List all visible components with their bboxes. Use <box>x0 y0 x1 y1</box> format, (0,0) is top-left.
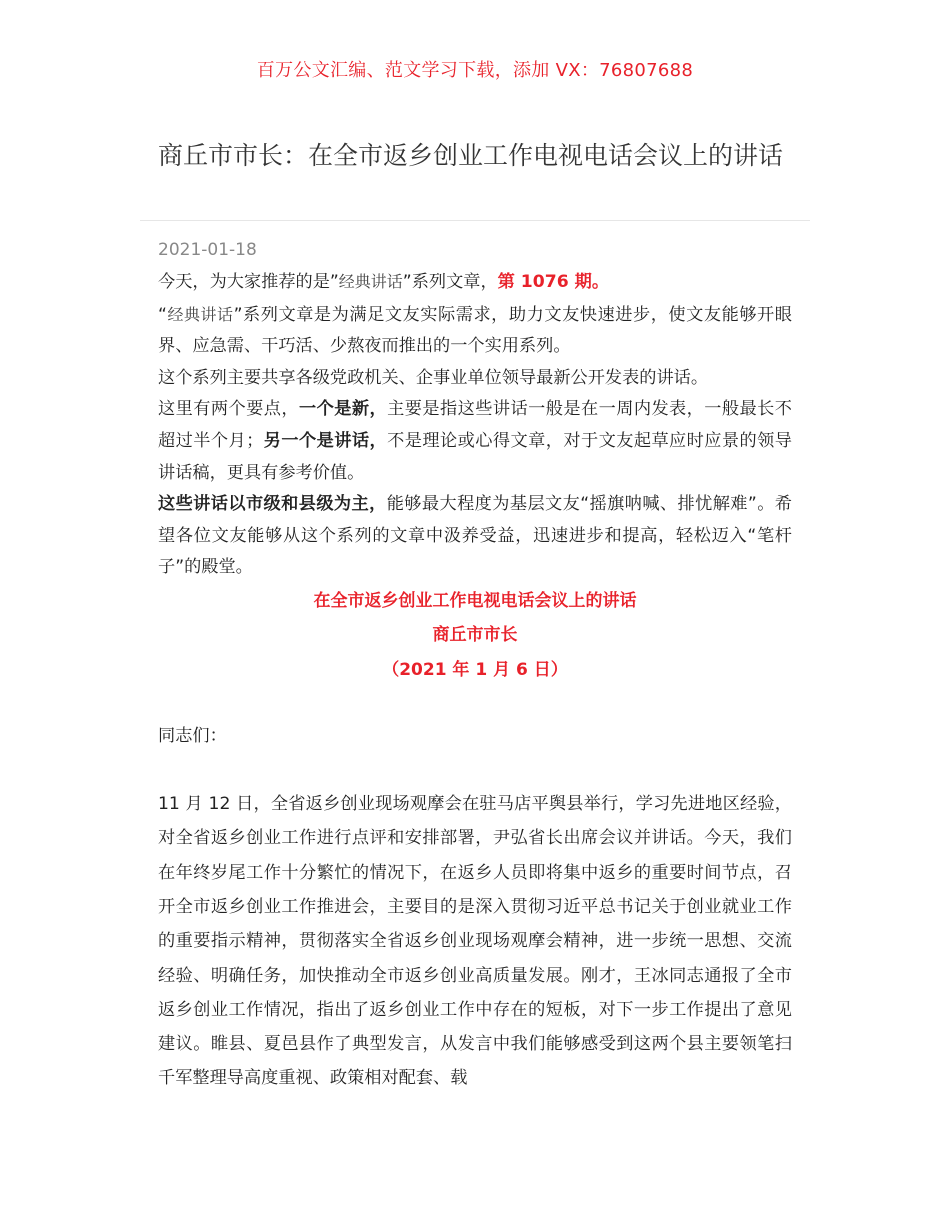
spacer <box>158 753 792 787</box>
promo-banner: 百万公文汇编、范文学习下载，添加 VX：76807688 <box>256 60 694 81</box>
key-point: 这些讲话以市级和县级为主， <box>158 494 387 515</box>
salutation: 同志们： <box>158 726 227 747</box>
intro-text: 能够最大程度为基层文友“摇旗呐喊、排忧解难”。希望各位文友能够从这个系列的文章中汲养受益，迅速进步和提高，轻松迈入“笔杆子”的殿堂。 <box>158 494 792 578</box>
article-title: 商丘市市长：在全市返乡创业工作电视电话会议上的讲话 <box>158 141 784 170</box>
article-body <box>158 266 792 1096</box>
series-name: 经典讲话 <box>338 272 403 291</box>
intro-text: “ <box>158 304 167 325</box>
issue-number: 第 1076 期。 <box>497 272 610 292</box>
intro-paragraph-2 <box>158 299 792 363</box>
intro-text: 这里有两个要点， <box>158 399 299 420</box>
speech-heading: 在全市返乡创业工作电视电话会议上的讲话 <box>313 590 637 611</box>
series-name: 经典讲话 <box>166 304 234 324</box>
intro-paragraph-5 <box>158 489 792 584</box>
speech-speaker: 商丘市市长 <box>432 625 518 646</box>
speech-body-paragraph: 11 月 12 日，全省返乡创业现场观摩会在驻马店平舆县举行，学习先进地区经验，对全省返乡创业工作进行点评和安排部署，尹弘省长出席会议并讲话。今天，我们在年终岁尾工作十分繁忙的情况下，在返乡人员即将集中返乡的重要时间节点，召开全市返乡创业工作推进会，主要目的是深入贯彻习近平总书记关于创业就业工作的重要指示精神，贯彻落实全省返乡创业现场观摩会精神，进一步统一思想、交流经验、明确任务，加快推动全市返乡创业高质量发展。刚才，王冰同志通报了全市返乡创业工作情况，指出了返乡创业工作中存在的短板，对下一步工作提出了意见建议。睢县、夏邑县作了典型发言，从发言中我们能够感受到这两个县主要领笔扫千军整理导高度重视、政策相对配套、载 <box>158 794 792 1089</box>
intro-text: 主要是指这些讲话一般是在一周内发表，一般最长不超过半个月； <box>158 399 792 451</box>
intro-text: 今天，为大家推荐的是” <box>158 272 339 292</box>
speech-date: （2021 年 1 月 6 日） <box>382 659 568 680</box>
key-point: 另一个是讲话， <box>263 430 388 451</box>
intro-text: 不是理论或心得文章，对于文友起草应时应景的领导讲话稿，更具有参考价值。 <box>158 430 792 483</box>
intro-text: ”系列文章是为满足文友实际需求，助力文友快速进步，使文友能够开眼界、应急需、干巧活、少熬夜而推出的一个实用系列。 <box>158 304 792 357</box>
intro-paragraph-4 <box>158 394 792 489</box>
intro-text: ”系列文章， <box>402 272 498 292</box>
title-divider <box>140 220 810 221</box>
publish-date: 2021-01-18 <box>158 240 257 260</box>
intro-paragraph-3: 这个系列主要共享各级党政机关、企事业单位领导最新公开发表的讲话。 <box>158 367 709 388</box>
intro-paragraph-1 <box>158 266 792 299</box>
spacer <box>158 687 792 721</box>
key-point: 一个是新， <box>298 399 388 420</box>
